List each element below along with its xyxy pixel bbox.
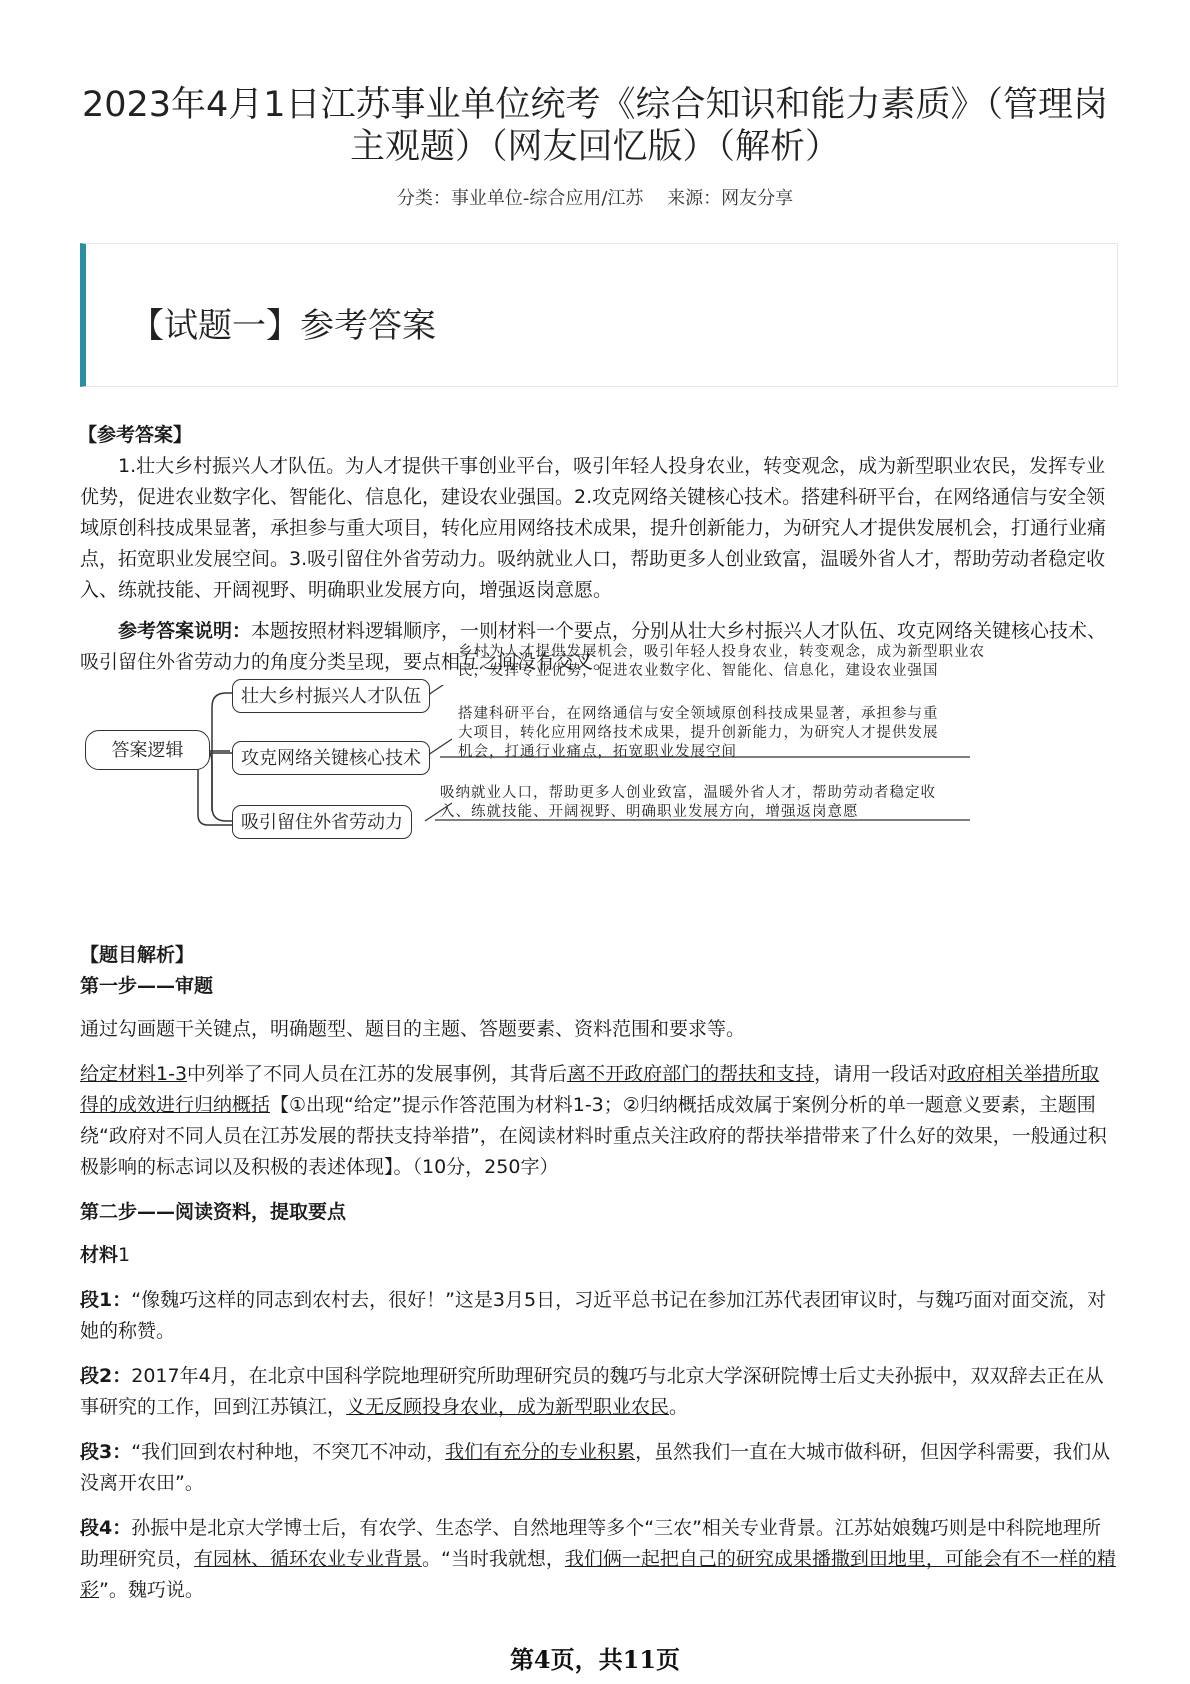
answer-note-text: 本题按照材料逻辑顺序，一则材料一个要点，分别从壮大乡村振兴人才队伍、攻克网络关键核心技术、吸引留住外省劳动力的角度分类呈现，要点相互之间没有交叉。	[80, 620, 1107, 673]
step2-title: 第二步——阅读资料，提取要点	[80, 1201, 347, 1223]
mindmap-desc-network: 搭建科研平台，在网络通信与安全领域原创科技成果显著，承担参与重 大项目，转化应用网络技术成果，提升创新能力，为研究人才提供发展 机会，打通行业痛点，拓宽职业发展空间	[458, 706, 939, 760]
paragraph-2: 段2：2017年4月，在北京中国科学院地理研究所助理研究员的魏巧与北京大学深研院博士后丈夫孙振中，双双辞去正在从事研究的工作，回到江苏镇江，义无反顾投身农业，成为新型职业农民。	[80, 1365, 1104, 1418]
mindmap-desc-talent: 乡村为人才提供发展机会，吸引年轻人投身农业，转变观念，成为新型职业农 民，发挥专业优势，促进农业数字化、智能化、信息化，建设农业强国	[458, 644, 985, 679]
doc-source: 来源：网友分享	[667, 188, 794, 209]
mindmap-node-labor: 吸引留住外省劳动力	[232, 805, 412, 839]
mindmap-root: 答案逻辑	[85, 730, 210, 770]
analysis-block	[80, 940, 1116, 1620]
section-heading: 【试题一】参考答案	[130, 306, 436, 346]
mindmap-desc-labor: 吸纳就业人口，帮助更多人创业致富，温暖外省人才，帮助劳动者稳定收 入、练就技能、开阔视野、明确职业发展方向，增强返岗意愿	[440, 785, 936, 820]
answer-block	[80, 420, 1116, 678]
paragraph-4: 段4：孙振中是北京大学博士后，有农学、生态学、自然地理等多个“三农”相关专业背景。江苏姑娘魏巧则是中科院地理所助理研究员，有园林、循环农业专业背景。“当时我就想，我们俩一起把自己的研究成果播撒到田地里，可能会有不一样的精彩”。魏巧说。	[80, 1517, 1116, 1601]
document-title: 2023年4月1日江苏事业单位统考《综合知识和能力素质》（管理岗主观题）（网友回忆版）（解析）	[81, 85, 1109, 167]
page-number: 第4页，共11页	[509, 1645, 681, 1674]
paragraph-1: 段1：“像魏巧这样的同志到农村去，很好！”这是3月5日，习近平总书记在参加江苏代表团审议时，与魏巧面对面交流，对她的称赞。	[80, 1289, 1107, 1342]
step1-title: 第一步——审题	[80, 975, 214, 997]
answer-label: 【参考答案】	[78, 424, 193, 446]
paragraph-3: 段3：“我们回到农村种地，不突兀不冲动，我们有充分的专业积累，虽然我们一直在大城市做科研，但因学科需要，我们从没离开农田”。	[80, 1441, 1111, 1494]
answer-text: 1.壮大乡村振兴人才队伍。为人才提供干事创业平台，吸引年轻人投身农业，转变观念，成为新型职业农民，发挥专业优势，促进农业数字化、智能化、信息化，建设农业强国。2.攻克网络关键核心技术。搭建科研平台，在网络通信与安全领域原创科技成果显著，承担参与重大项目，转化应用网络技术成果，提升创新能力，为研究人才提供发展机会，打通行业痛点，拓宽职业发展空间。3.吸引留住外省劳动力。吸纳就业人口，帮助更多人创业致富，温暖外省人才，帮助劳动者稳定收入、练就技能、开阔视野、明确职业发展方向，增强返岗意愿。	[80, 455, 1107, 601]
analysis-label: 【题目解析】	[80, 944, 195, 966]
mindmap-node-talent: 壮大乡村振兴人才队伍	[232, 679, 430, 713]
doc-category: 分类：事业单位-综合应用/江苏	[396, 188, 644, 209]
mindmap-node-network: 攻克网络关键核心技术	[232, 741, 430, 775]
answer-note-label: 参考答案说明：	[118, 620, 252, 642]
section-heading-box	[80, 243, 1118, 387]
question-analysis: 给定材料1-3中列举了不同人员在江苏的发展事例，其背后离不开政府部门的帮扶和支持，请用一段话对政府相关举措所取得的成效进行归纳概括【①出现“给定”提示作答范围为材料1-3；②归纳概括成效属于案例分析的单一题意义要素，主题围绕“政府对不同人员在江苏发展的帮扶支持举措”，在阅读材料时重点关注政府的帮扶举措带来了什么好的效果，一般通过积极影响的标志词以及积极的表述体现】。（10分，250字）	[80, 1063, 1107, 1178]
step1-text: 通过勾画题干关键点，明确题型、题目的主题、答题要素、资料范围和要求等。	[80, 1018, 746, 1040]
doc-meta	[0, 184, 1190, 210]
material-label: 材料1	[80, 1244, 131, 1266]
